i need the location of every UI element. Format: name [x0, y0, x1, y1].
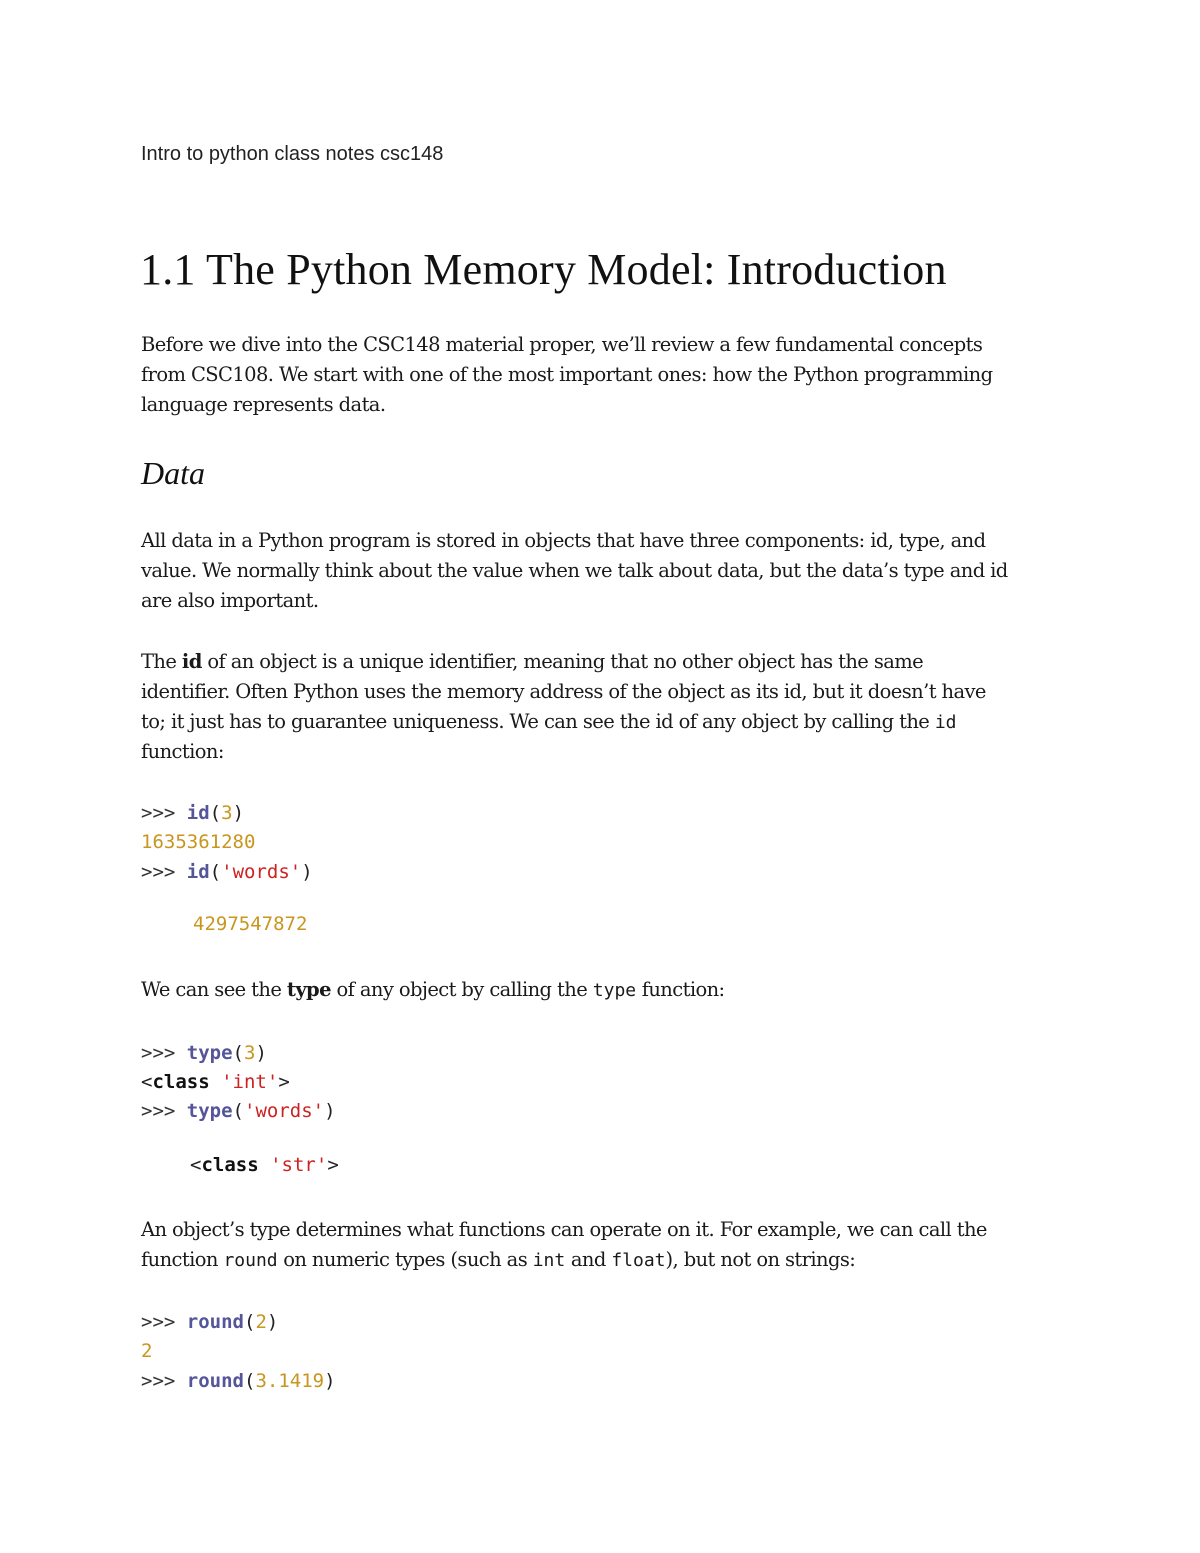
inline-code: round — [223, 1250, 278, 1271]
inline-code: type — [592, 980, 637, 1001]
intro-line: language represents data. — [141, 393, 386, 416]
id-line: identifier. Often Python uses the memory address of the object as its id, but it doesn’t have — [141, 680, 986, 703]
section-heading: Data — [141, 455, 205, 491]
code-output: 2 — [141, 1340, 153, 1362]
inline-code: int — [532, 1250, 566, 1271]
round-line: function round on numeric types (such as int and float), but not on strings: — [141, 1248, 856, 1271]
code-line: >>> round(2) — [141, 1311, 279, 1333]
code-output: 1635361280 — [141, 831, 256, 853]
code-output: <class 'str'> — [190, 1154, 339, 1176]
code-output: <class 'int'> — [141, 1071, 290, 1093]
round-line: An object’s type determines what functions can operate on it. For example, we can call the — [141, 1218, 987, 1241]
intro-line: Before we dive into the CSC148 material proper, we’ll review a few fundamental concepts — [141, 333, 983, 356]
id-line: function: — [141, 740, 224, 763]
bold-term: type — [286, 978, 331, 1001]
bold-term: id — [181, 650, 202, 673]
inline-code: float — [611, 1250, 666, 1271]
page-title: 1.1 The Python Memory Model: Introduction — [140, 245, 947, 294]
code-line: >>> type('words') — [141, 1100, 336, 1122]
code-line: >>> round(3.1419) — [141, 1370, 336, 1392]
code-line: >>> type(3) — [141, 1042, 267, 1064]
data-line: value. We normally think about the value when we talk about data, but the data’s type and id — [141, 559, 1008, 582]
code-line: >>> id('words') — [141, 861, 313, 883]
type-paragraph: We can see the type of any object by calling the type function: — [141, 978, 725, 1001]
data-line: All data in a Python program is stored in objects that have three components: id, type, and — [141, 529, 986, 552]
code-output: 4297547872 — [193, 913, 308, 935]
id-line: The id of an object is a unique identifier, meaning that no other object has the same — [141, 650, 924, 673]
intro-line: from CSC108. We start with one of the most important ones: how the Python programming — [141, 363, 993, 386]
code-line: >>> id(3) — [141, 802, 245, 824]
document-header: Intro to python class notes csc148 — [141, 143, 444, 165]
data-line: are also important. — [141, 589, 319, 612]
id-line: to; it just has to guarantee uniqueness. We can see the id of any object by calling the id — [141, 710, 957, 733]
inline-code: id — [934, 712, 957, 733]
